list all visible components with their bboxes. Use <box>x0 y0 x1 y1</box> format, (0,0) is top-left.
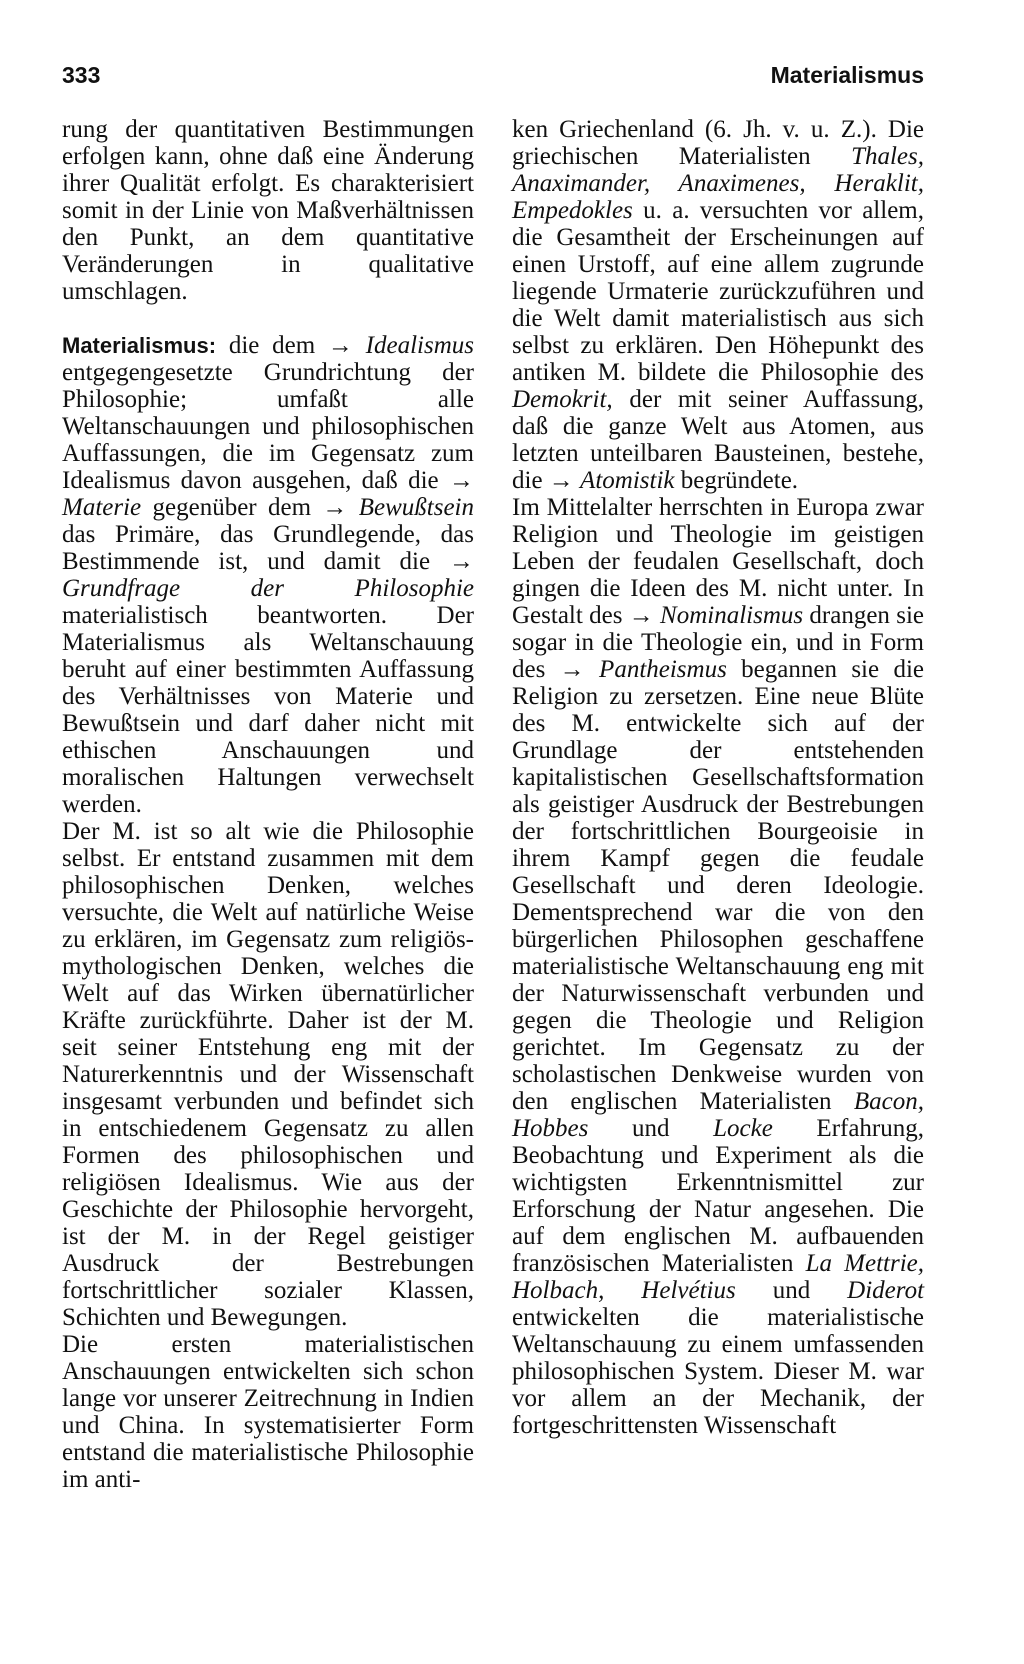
paragraph-history: Der M. ist so alt wie die Philosophie selbst. Er entstand zusammen mit dem philosophischen Denken, welches versuchte, die Welt auf natürliche Weise zu erklären, im Gegensatz zum religiös-mythologischen Denken, welches die Welt auf das Wirken übernatürlicher Kräfte zurückführte. Daher ist der M. seit seiner Entstehung eng mit der Naturerkenntnis und der Wissenschaft insgesamt verbunden und befindet sich in entschiedenem Gegensatz zu allen Formen des philosophischen und religiösen Idealismus. Wie aus der Geschichte der Philosophie hervorgeht, ist der M. in der Regel geistiger Ausdruck der Bestrebungen fortschrittlicher sozialer Klassen, Schichten und Bewegungen. <box>62 818 474 1331</box>
page-header <box>62 62 924 92</box>
paragraph-continuation: rung der quantitativen Bestimmungen erfolgen kann, ohne daß eine Änderung ihrer Qualität erfolgt. Es charakterisiert somit in der Linie von Maßverhältnissen den Punkt, an dem quantitative Veränderungen in qualitative umschlagen. <box>62 116 474 305</box>
entry-definition: Materialismus: die dem → Idealismus entgegengesetzte Grundrichtung der Philosophie; umfaßt alle Weltanschauungen und philosophischen Auffassungen, die im Gegensatz zum Idealismus davon ausgehen, daß die → Materie gegenüber dem → Bewußtsein das Primäre, das Grundlegende, das Bestimmende ist, und damit die → Grundfrage der Philosophie materialistisch beantworten. Der Materialismus als Weltanschauung beruht auf einer bestimmten Auffassung des Verhältnisses von Materie und Bewußtsein und darf daher nicht mit ethischen Anschauungen und moralischen Haltungen verwechselt werden. <box>62 332 474 818</box>
names-english-materialists: Bacon, Hobbes <box>512 1088 924 1142</box>
cross-ref-grundfrage: Grundfrage der Philosophie <box>62 575 474 602</box>
name-diderot: Diderot <box>847 1277 925 1304</box>
name-demokrit: Demokrit, <box>512 386 613 413</box>
cross-ref-atomistik: Atomistik <box>580 467 675 494</box>
paragraph-origins: Die ersten materialistischen Anschauungen entwickelten sich schon lange vor unserer Zeitrechnung in Indien und China. In systematisierter Form entstand die materialistische Philosophie im anti- <box>62 1331 474 1493</box>
names-french-materialists: La Mettrie, Holbach, Helvétius <box>512 1250 924 1304</box>
paragraph-antiquity: ken Griechenland (6. Jh. v. u. Z.). Die griechischen Materialisten Thales, Anaximander, Anaximenes, Heraklit, Empedokles u. a. versuchten vor allem, die Gesamtheit der Erscheinungen auf einen Urstoff, auf eine allem zugrunde liegende Urmaterie zurückzuführen und die Welt damit materialistisch aus sich selbst zu erklären. Den Höhepunkt des antiken M. bildete die Philosophie des Demokrit, der mit seiner Auffassung, daß die ganze Welt aus Atomen, aus letzten unteilbaren Bausteinen, bestehe, die → Atomistik begründete. <box>512 116 924 494</box>
paragraph-middle-ages: Im Mittelalter herrschten in Europa zwar Religion und Theologie im geistigen Leben der feudalen Gesellschaft, doch gingen die Ideen des M. nicht unter. In Gestalt des → Nominalismus drangen sie sogar in die Theologie ein, und in Form des → Pantheismus begannen sie die Religion zu zersetzen. Eine neue Blüte des M. entwickelte sich auf der Grundlage der entstehenden kapitalistischen Gesellschaftsformation als geistiger Ausdruck der Bestrebungen der fortschrittlichen Bourgeoisie in ihrem Kampf gegen die feudale Gesellschaft und deren Ideologie. Dementsprechend war die von den bürgerlichen Philosophen geschaffene materialistische Weltanschauung eng mit der Naturwissenschaft verbunden und gegen die Theologie und Religion gerichtet. Im Gegensatz zu der scholastischen Denkweise wurden von den englischen Materialisten Bacon, Hobbes und Locke Erfahrung, Beobachtung und Experiment als die wichtigsten Erkenntnismittel zur Erforschung der Natur angesehen. Die auf dem englischen M. aufbauenden französischen Materialisten La Mettrie, Holbach, Helvétius und Diderot entwickelten die materialistische Weltanschauung zu einem umfassenden philosophischen System. Dieser M. war vor allem an der Mechanik, der fortgeschrittensten Wissenschaft <box>512 494 925 1439</box>
name-locke: Locke <box>713 1115 773 1142</box>
cross-ref-pantheismus: Pantheismus <box>599 656 727 683</box>
page-number: 333 <box>62 62 101 88</box>
left-column <box>62 116 474 1493</box>
cross-ref-materie: Materie <box>62 494 142 521</box>
running-title: Materialismus <box>770 62 924 88</box>
cross-ref-bewusstsein: Bewußtsein <box>358 494 474 521</box>
right-column <box>512 116 924 1439</box>
names-greek-materialists: Thales, Anaximander, Anaximenes, Heraklit, Empedokles <box>512 143 924 224</box>
cross-ref-nominalismus: Nominalismus <box>660 602 804 629</box>
entry-term: Materialismus: <box>62 333 217 358</box>
cross-ref-idealismus: Idealismus <box>365 332 474 359</box>
